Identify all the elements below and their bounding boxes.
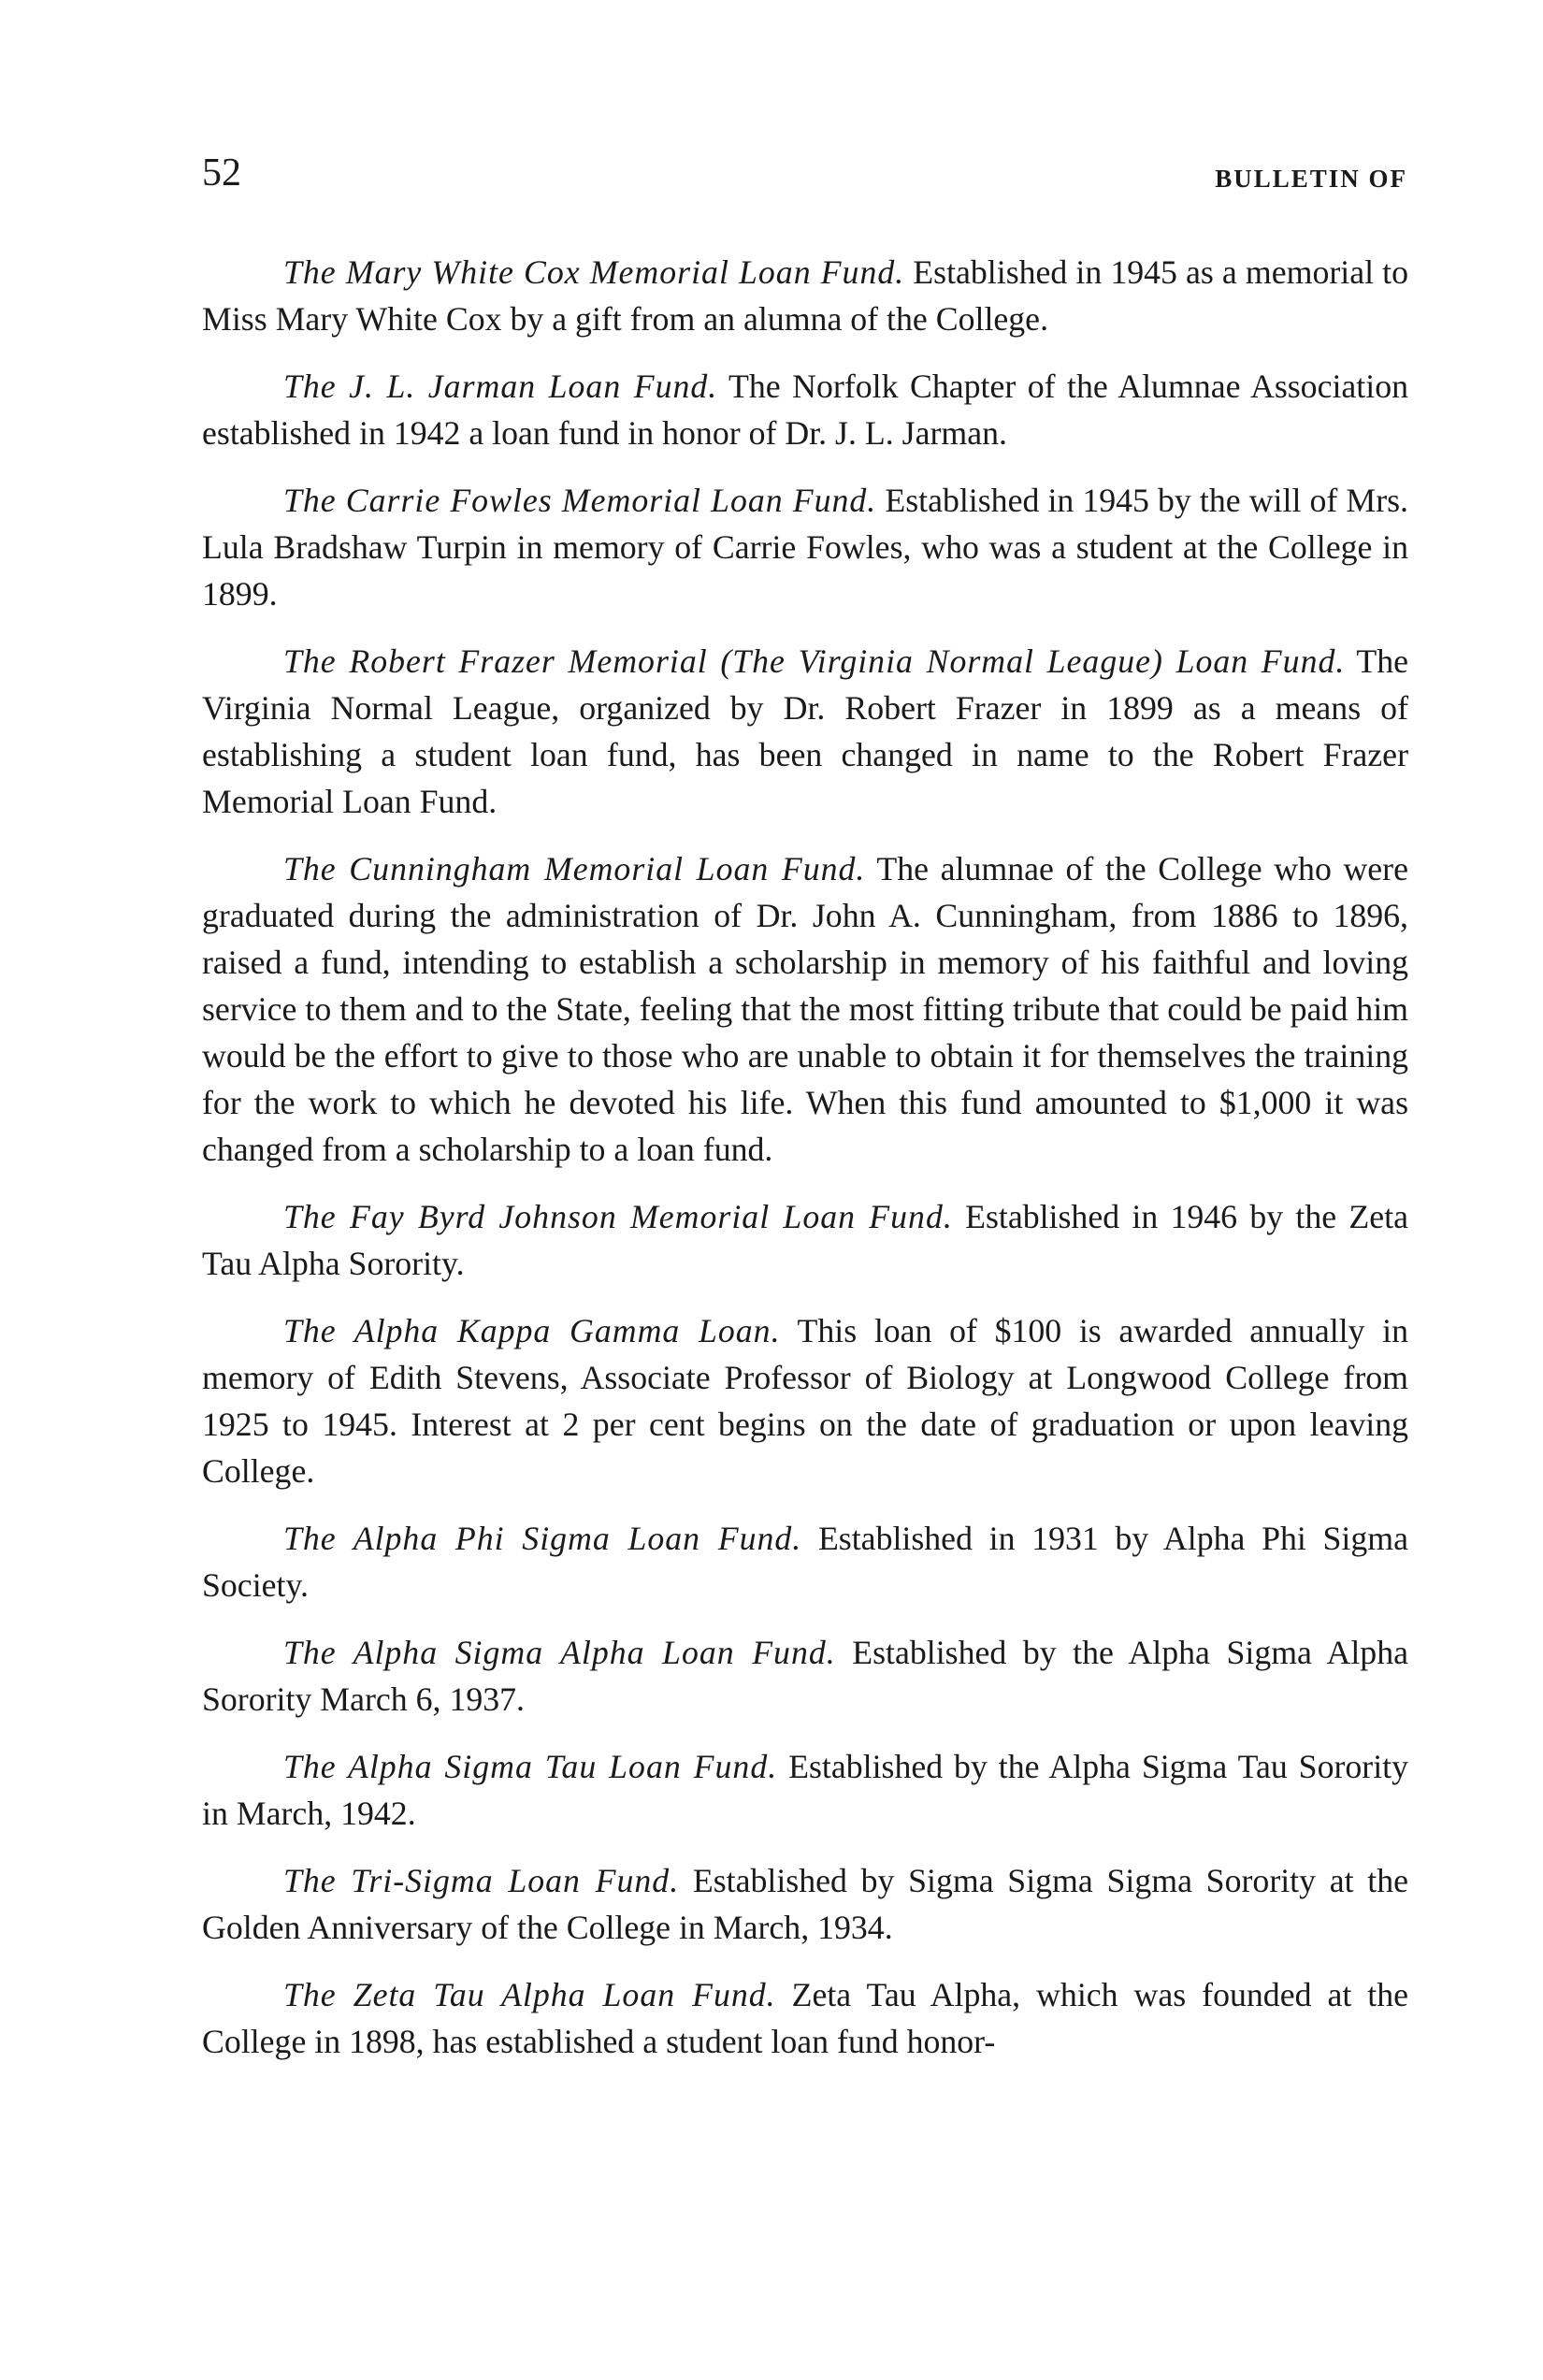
- loan-fund-title: The Tri-Sigma Loan Fund.: [283, 1862, 680, 1899]
- page-body: [202, 249, 1408, 2085]
- loan-fund-description: Established in 1945 as a memorial to Miss Mary White Cox by a gift from an alumna of the College.: [202, 253, 1408, 338]
- loan-fund-entry: [202, 477, 1408, 617]
- loan-fund-entry: [202, 1857, 1408, 1951]
- loan-fund-title: The Alpha Sigma Tau Loan Fund.: [283, 1748, 778, 1785]
- loan-fund-description: The Virginia Normal League, organized by Dr. Robert Frazer in 1899 as a means of establishing a student loan fund, has been changed in name to the Robert Frazer Memorial Loan Fund.: [202, 642, 1408, 820]
- loan-fund-entry: [202, 249, 1408, 342]
- loan-fund-entry: [202, 1307, 1408, 1494]
- loan-fund-title: The Robert Frazer Memorial (The Virginia Normal League) Loan Fund.: [283, 642, 1346, 680]
- loan-fund-description: Established in 1946 by the Zeta Tau Alpha Sorority.: [202, 1198, 1408, 1282]
- page-number: 52: [202, 151, 241, 195]
- loan-fund-description: This loan of $100 is awarded annually in memory of Edith Stevens, Associate Professor of Biology at Longwood College from 1925 to 1945. Interest at 2 per cent begins on the date of graduation or upon leaving College.: [202, 1312, 1408, 1490]
- loan-fund-title: The J. L. Jarman Loan Fund.: [283, 368, 718, 405]
- loan-fund-entry: [202, 1193, 1408, 1287]
- loan-fund-description: Established in 1931 by Alpha Phi Sigma Society.: [202, 1520, 1408, 1604]
- loan-fund-entry: [202, 1629, 1408, 1723]
- loan-fund-description: Zeta Tau Alpha, which was founded at the College in 1898, has established a student loan fund honor-: [202, 1976, 1408, 2060]
- loan-fund-description: The Norfolk Chapter of the Alumnae Association established in 1942 a loan fund in honor of Dr. J. L. Jarman.: [202, 368, 1408, 452]
- loan-fund-entry: [202, 845, 1408, 1173]
- loan-fund-entry: [202, 1515, 1408, 1608]
- loan-fund-title: The Carrie Fowles Memorial Loan Fund.: [283, 482, 877, 519]
- loan-fund-description: The alumnae of the College who were graduated during the administration of Dr. John A. Cunningham, from 1886 to 1896, raised a fund, intending to establish a scholarship in memory of his faithful and loving service to them and to the State, feeling that the most fitting tribute that could be paid him would be the effort to give to those who are unable to obtain it for themselves the training for the work to which he devoted his life. When this fund amounted to $1,000 it was changed from a scholarship to a loan fund.: [202, 850, 1408, 1168]
- loan-fund-entry: [202, 1743, 1408, 1837]
- loan-fund-description: Established in 1945 by the will of Mrs. Lula Bradshaw Turpin in memory of Carrie Fowles, who was a student at the College in 1899.: [202, 482, 1408, 613]
- loan-fund-title: The Mary White Cox Memorial Loan Fund.: [283, 253, 905, 291]
- running-head: BULLETIN OF: [1215, 165, 1407, 193]
- loan-fund-title: The Zeta Tau Alpha Loan Fund.: [283, 1976, 776, 2013]
- loan-fund-title: The Alpha Kappa Gamma Loan.: [283, 1312, 781, 1349]
- loan-fund-description: Established by Sigma Sigma Sigma Sorority at the Golden Anniversary of the College in March, 1934.: [202, 1862, 1408, 1946]
- loan-fund-description: Established by the Alpha Sigma Alpha Sorority March 6, 1937.: [202, 1634, 1408, 1718]
- loan-fund-title: The Fay Byrd Johnson Memorial Loan Fund.: [283, 1198, 953, 1235]
- loan-fund-entry: [202, 363, 1408, 456]
- loan-fund-entry: [202, 638, 1408, 825]
- loan-fund-entry: [202, 1971, 1408, 2065]
- loan-fund-title: The Cunningham Memorial Loan Fund.: [283, 850, 866, 887]
- loan-fund-title: The Alpha Sigma Alpha Loan Fund.: [283, 1634, 836, 1671]
- loan-fund-description: Established by the Alpha Sigma Tau Sorority in March, 1942.: [202, 1748, 1408, 1832]
- loan-fund-title: The Alpha Phi Sigma Loan Fund.: [283, 1520, 802, 1557]
